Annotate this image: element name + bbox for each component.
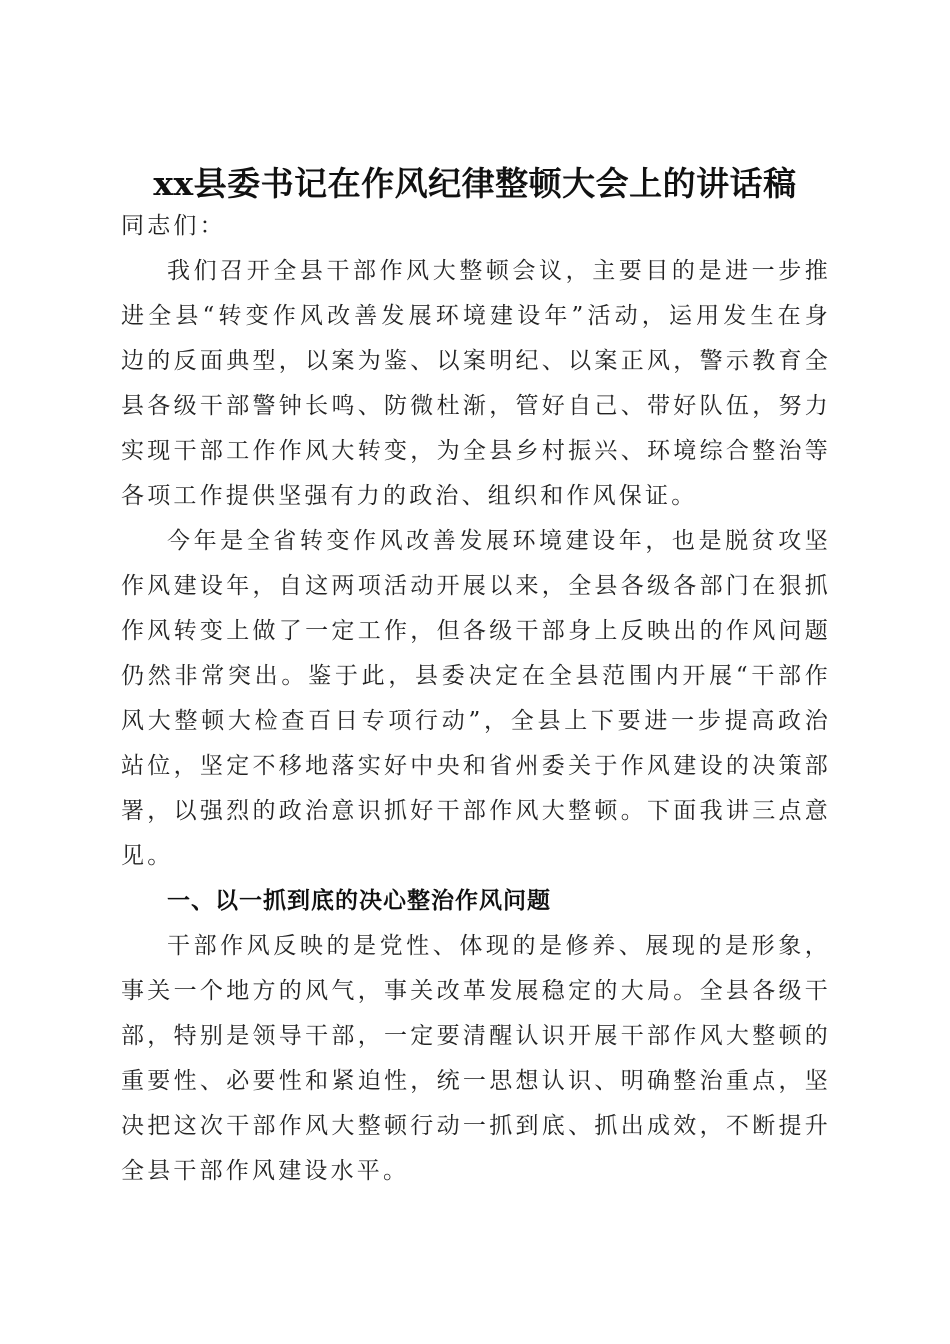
salutation: 同志们： (121, 213, 226, 239)
section-1-paragraph: 干部作风反映的是党性、体现的是修养、展现的是形象，事关一个地方的风气，事关改革发展稳定的大局。全县各级干部，特别是领导干部，一定要清醒认识开展干部作风大整顿的重要性、必要性和紧迫性，统一思想认识、明确整治重点，坚决把这次干部作风大整顿行动一抓到底、抓出成效，不断提升全县干部作风建设水平。 (121, 933, 831, 1184)
paragraph-intro: 我们召开全县干部作风大整顿会议，主要目的是进一步推进全县“转变作风改善发展环境建设年”活动，运用发生在身边的反面典型，以案为鉴、以案明纪、以案正风，警示教育全县各级干部警钟长鸣、防微杜渐，管好自己、带好队伍，努力实现干部工作作风大转变，为全县乡村振兴、环境综合整治等各项工作提供坚强有力的政治、组织和作风保证。 (121, 258, 831, 509)
paragraph-background: 今年是全省转变作风改善发展环境建设年，也是脱贫攻坚作风建设年，自这两项活动开展以来，全县各级各部门在狠抓作风转变上做了一定工作，但各级干部身上反映出的作风问题仍然非常突出。鉴于此，县委决定在全县范围内开展“干部作风大整顿大检查百日专项行动”，全县上下要进一步提高政治站位，坚定不移地落实好中央和省州委关于作风建设的决策部署，以强烈的政治意识抓好干部作风大整顿。下面我讲三点意见。 (121, 528, 831, 869)
document-title: xx县委书记在作风纪律整顿大会上的讲话稿 (153, 164, 797, 204)
section-heading-1: 一、以一抓到底的决心整治作风问题 (167, 888, 551, 914)
document-body (121, 204, 831, 1194)
